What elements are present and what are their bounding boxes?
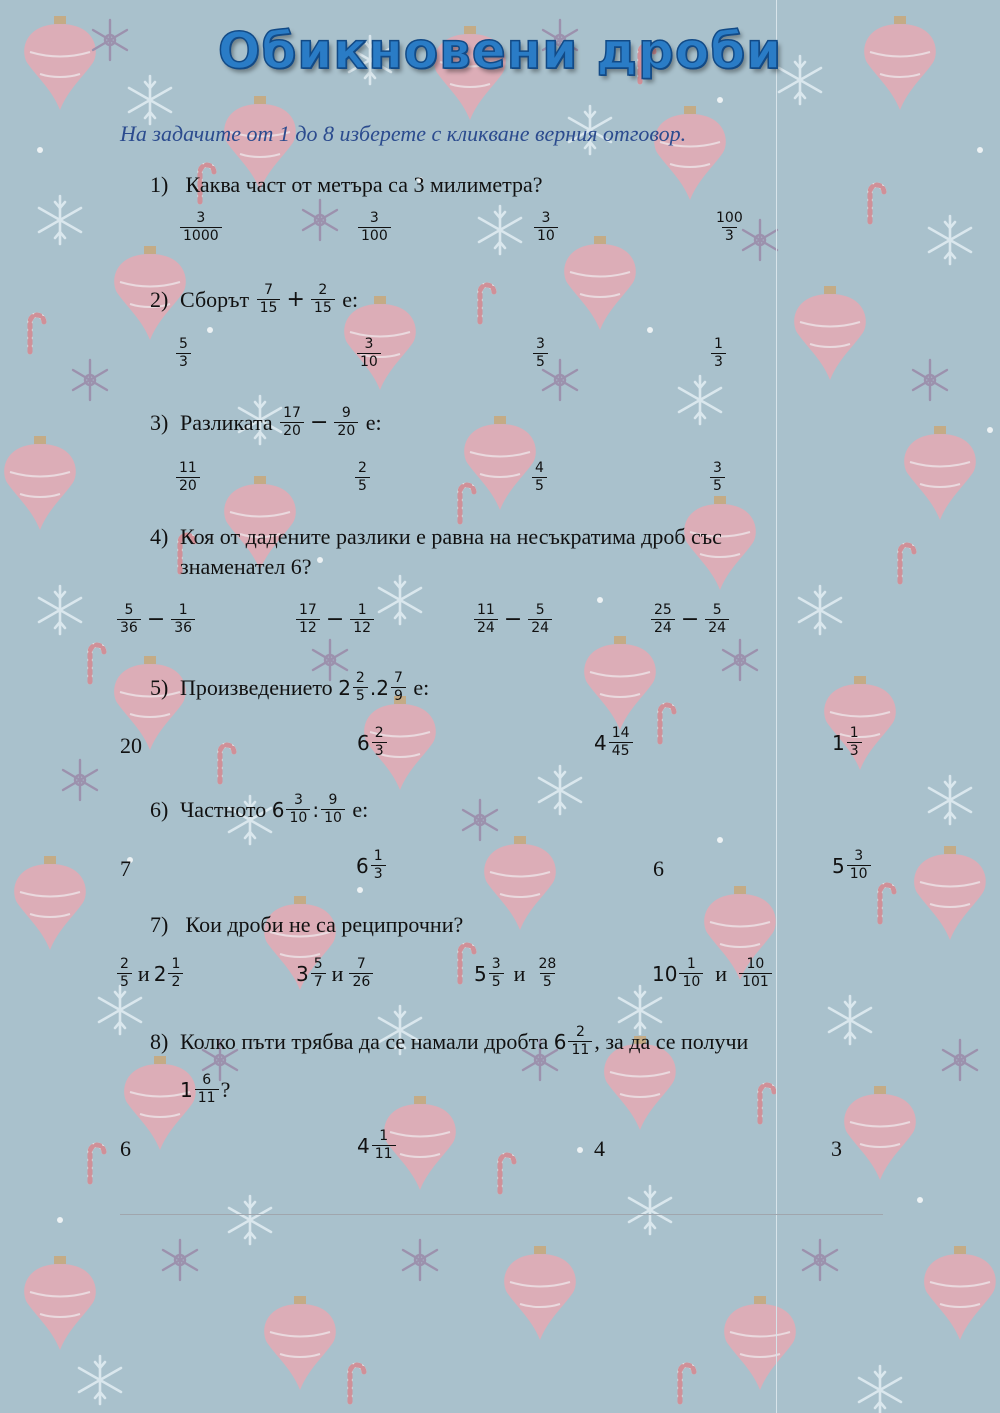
fraction: $\frac{3}{100}$ (358, 210, 391, 245)
question-2: 2) Сборът $\frac{7}{15}$ + $\frac{2}{15}$ е: (150, 282, 359, 316)
page-title: Обикновени дроби (217, 22, 783, 80)
answer-option[interactable]: 3 (831, 1136, 842, 1161)
question-number: 2) (150, 286, 169, 312)
question-text: Сборът (180, 286, 250, 312)
fraction: $\frac{17}{12}$ (296, 602, 320, 637)
answer-option[interactable] (709, 336, 728, 371)
fraction: $\frac{2}{5}$ (117, 956, 132, 991)
question-number: 7) (150, 912, 169, 937)
fraction: $\frac{10}{101}$ (739, 956, 772, 991)
fraction: $\frac{1}{11}$ (372, 1128, 396, 1163)
answer-option[interactable]: 10 $\frac{1}{10}$ и $\frac{10}{101}$ (652, 956, 774, 991)
answer-option[interactable] (532, 210, 560, 245)
answer-option[interactable] (531, 336, 550, 371)
fraction: $\frac{1}{12}$ (350, 602, 374, 637)
fraction: $\frac{5}{24}$ (528, 602, 552, 637)
answer-option[interactable]: 7 (120, 856, 131, 881)
fraction: $\frac{3}{10}$ (534, 210, 558, 245)
question-text: Каква част от метъра са 3 милиметра? (185, 172, 543, 197)
fraction: $\frac{17}{20}$ (280, 405, 304, 440)
question-8: 8) Колко пъти трябва да се намали дробта 6 $\frac{2}{11}$ , за да се получи (150, 1024, 749, 1058)
fraction: $\frac{2}{5}$ (353, 670, 368, 705)
answer-option[interactable] (178, 210, 224, 245)
fraction: $\frac{1}{3}$ (711, 336, 726, 371)
fraction: $\frac{9}{20}$ (334, 405, 358, 440)
question-number: 1) (150, 172, 169, 197)
fraction: $\frac{1}{2}$ (168, 956, 183, 991)
fraction: $\frac{5}{36}$ (117, 602, 141, 637)
fraction: $\frac{2}{11}$ (568, 1024, 592, 1059)
answer-option[interactable]: $\frac{25}{24}$ − $\frac{5}{24}$ (649, 602, 731, 637)
fraction: $\frac{7}{15}$ (257, 282, 281, 317)
question-3: 3) Разликата $\frac{17}{20}$ − $\frac{9}{20}$ е: (150, 405, 382, 439)
fraction: $\frac{28}{5}$ (538, 956, 557, 990)
fraction: $\frac{5}{7}$ (311, 956, 326, 991)
answer-option[interactable] (355, 336, 383, 371)
answer-option[interactable]: 3 $\frac{5}{7}$ и $\frac{7}{26}$ (296, 956, 375, 991)
fraction: $\frac{3}{10}$ (357, 336, 381, 371)
question-7 (150, 910, 463, 940)
fraction: $\frac{2}{3}$ (372, 725, 387, 760)
question-6: 6) Частното 6 $\frac{3}{10}$ : $\frac{9}{10}$ е: (150, 792, 369, 826)
answer-option[interactable]: $\frac{11}{24}$ − $\frac{5}{24}$ (472, 602, 554, 637)
answer-option[interactable]: 1 $\frac{1}{3}$ (832, 725, 864, 760)
fraction: $\frac{5}{24}$ (705, 602, 729, 637)
answer-option[interactable]: 20 (120, 733, 142, 758)
answer-option[interactable] (174, 460, 202, 495)
answer-option[interactable]: 6 (653, 856, 664, 881)
answer-option[interactable]: $\frac{2}{5}$ и 2 $\frac{1}{2}$ (115, 956, 185, 991)
question-number: 8) (150, 1028, 169, 1054)
answer-option[interactable] (356, 210, 393, 245)
answer-option[interactable]: $\frac{17}{12}$ − $\frac{1}{12}$ (294, 602, 376, 637)
question-8-line2: 1 $\frac{6}{11}$ ? (180, 1072, 231, 1106)
fraction: $\frac{11}{20}$ (176, 460, 200, 495)
fraction: $\frac{7}{9}$ (391, 670, 406, 705)
answer-option[interactable]: 6 $\frac{2}{3}$ (357, 725, 389, 760)
fraction: $\frac{1}{3}$ (847, 725, 862, 760)
bottom-divider (120, 1214, 883, 1215)
fraction: $\frac{2}{15}$ (311, 282, 335, 317)
question-number: 6) (150, 796, 169, 822)
fraction: $\frac{3}{10}$ (286, 792, 310, 827)
question-text: Коя от дадените разлики е равна на несъкратима дроб със (180, 524, 722, 549)
fraction: $\frac{25}{24}$ (651, 602, 675, 637)
question-text: Разликата (180, 409, 273, 435)
fraction: $\frac{14}{45}$ (609, 725, 633, 760)
fraction: $\frac{5}{3}$ (176, 336, 191, 371)
fraction: $\frac{3}{10}$ (847, 848, 871, 883)
answer-option[interactable]: 5 $\frac{3}{10}$ (832, 848, 873, 883)
answer-option[interactable] (708, 460, 727, 495)
answer-option[interactable]: 6 $\frac{1}{3}$ (356, 848, 388, 883)
question-text-line2: знаменател 6? (180, 554, 312, 579)
answer-option[interactable]: $\frac{5}{36}$ − $\frac{1}{36}$ (115, 602, 197, 637)
fraction: $\frac{6}{11}$ (195, 1072, 219, 1107)
fraction: $\frac{3}{1000}$ (180, 210, 222, 245)
answer-option[interactable] (530, 460, 549, 495)
fraction: $\frac{9}{10}$ (321, 792, 345, 827)
question-number: 4) (150, 524, 169, 549)
question-number: 3) (150, 409, 169, 435)
fraction: $\frac{7}{26}$ (349, 956, 373, 991)
answer-option[interactable]: 4 (594, 1136, 605, 1161)
question-text: Колко пъти трябва да се намали дробта (180, 1028, 549, 1054)
question-text: Частното (180, 796, 267, 822)
answer-option[interactable] (174, 336, 193, 371)
fraction: $\frac{2}{5}$ (355, 460, 370, 495)
question-text: Произведението (180, 674, 333, 700)
answer-option[interactable] (353, 460, 372, 495)
fraction: $\frac{4}{5}$ (532, 460, 547, 495)
answer-option[interactable]: 6 (120, 1136, 131, 1161)
answer-option[interactable]: 5 $\frac{3}{5}$ и $\frac{28}{5}$ (474, 956, 561, 991)
answer-option[interactable]: 4 $\frac{14}{45}$ (594, 725, 635, 760)
question-text: Кои дроби не са реципрочни? (185, 912, 464, 937)
fraction: $\frac{3}{5}$ (533, 336, 548, 371)
fraction: $\frac{1}{10}$ (679, 956, 703, 991)
answer-option[interactable] (711, 210, 748, 245)
fraction: $\frac{3}{5}$ (710, 460, 725, 495)
question-5: 5) Произведението 2 $\frac{2}{5}$ . 2 $\frac{7}{9}$ е: (150, 670, 430, 704)
instruction-text: На задачите от 1 до 8 изберете с кликване верния отговор. (120, 121, 687, 146)
fraction: $\frac{100}{3}$ (716, 210, 743, 244)
fraction: $\frac{1}{36}$ (171, 602, 195, 637)
question-number: 5) (150, 674, 169, 700)
question-1 (150, 170, 543, 200)
fraction: $\frac{3}{5}$ (489, 956, 504, 991)
fraction: $\frac{11}{24}$ (474, 602, 498, 637)
question-4 (150, 522, 722, 582)
answer-option[interactable]: 4 $\frac{1}{11}$ (357, 1128, 398, 1163)
page-margin-line (776, 0, 777, 1413)
fraction: $\frac{1}{3}$ (371, 848, 386, 883)
